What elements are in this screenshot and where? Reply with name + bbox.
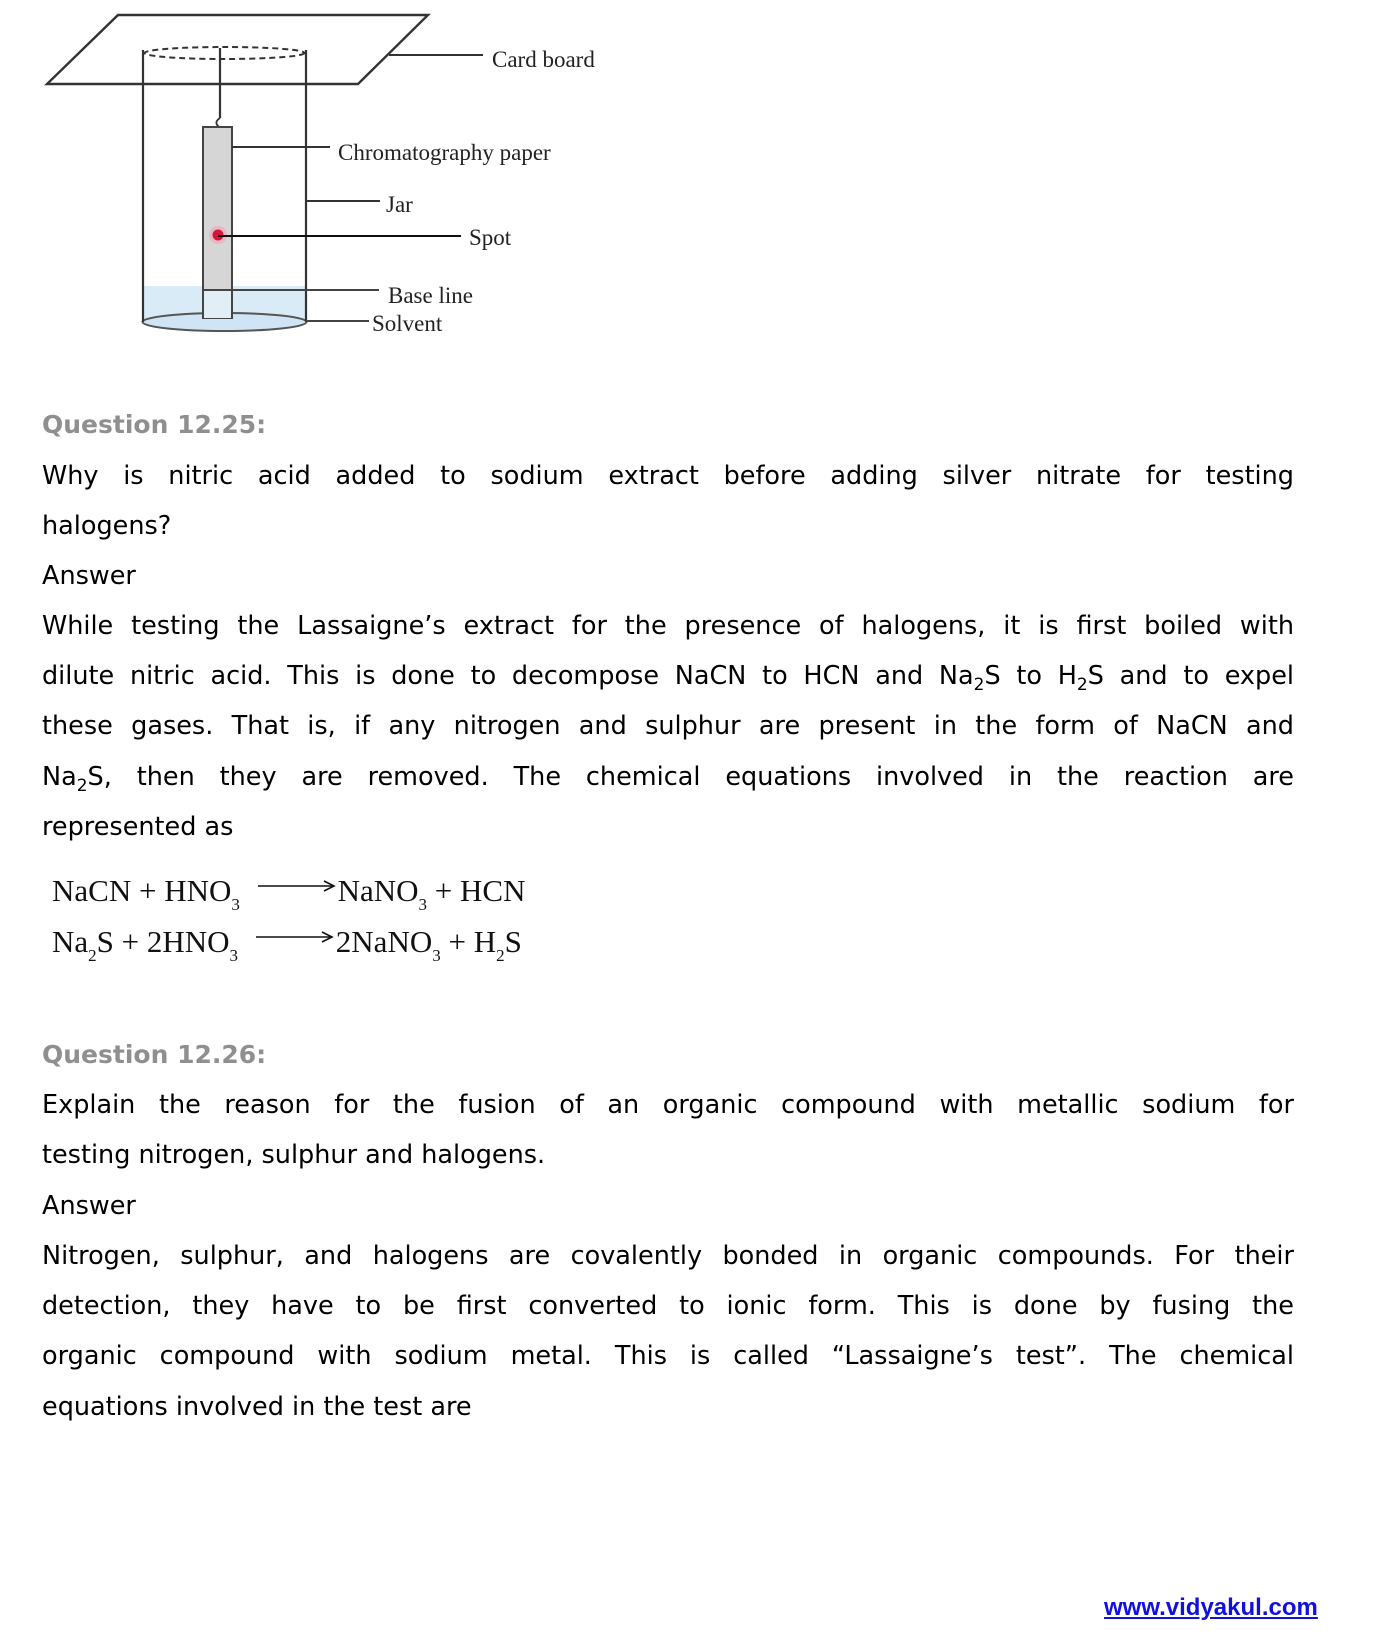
- chromatography-paper-label: Chromatography paper: [338, 140, 551, 165]
- formula-text: + HCN: [427, 873, 526, 908]
- text-segment: S and to expel: [1087, 661, 1294, 691]
- answer-label: Answer: [42, 1191, 136, 1221]
- eq-lhs: [52, 873, 240, 914]
- answer-label: Answer: [42, 561, 136, 591]
- jar-top-ellipse: [145, 47, 305, 59]
- spot-label: Spot: [469, 225, 512, 250]
- question-heading: Question 12.25:: [42, 410, 267, 439]
- reaction-arrow-icon: [256, 931, 334, 943]
- answer-text-line: Nitrogen, sulphur, and halogens are covalently bonded in organic compounds. For their: [42, 1241, 1294, 1271]
- formula-text: NaCN + HNO: [52, 873, 232, 908]
- text-segment: Na: [42, 762, 77, 792]
- text-segment: S to H: [984, 661, 1077, 691]
- jar-label: Jar: [386, 192, 413, 217]
- baseline-label: Base line: [388, 283, 473, 308]
- question-heading: Question 12.26:: [42, 1040, 267, 1069]
- answer-text-line: organic compound with sodium metal. This is called “Lassaigne’s test”. The chemical: [42, 1341, 1294, 1371]
- cardboard-label: Card board: [492, 47, 595, 72]
- formula-text: 2NaNO: [335, 924, 433, 959]
- chemical-equation: [52, 873, 526, 914]
- text-segment: dilute nitric acid. This is done to decompose NaCN to HCN and Na: [42, 661, 974, 691]
- eq-rhs: [335, 924, 522, 965]
- subscript: 3: [231, 895, 240, 914]
- formula-text: S + 2HNO: [96, 924, 230, 959]
- chemical-equation: [52, 924, 522, 965]
- subscript: 2: [1076, 675, 1088, 695]
- answer-text-line: equations involved in the test are: [42, 1392, 472, 1422]
- text-segment: S, then they are removed. The chemical equations involved in the reaction are: [87, 762, 1294, 792]
- cardboard-shape: [47, 15, 428, 84]
- formula-text: + H: [440, 924, 497, 959]
- subscript: 3: [229, 946, 239, 965]
- formula-text: S: [504, 924, 522, 959]
- formula-text: NaNO: [337, 873, 419, 908]
- subscript: 2: [496, 946, 505, 965]
- vidyakul-website-link[interactable]: www.vidyakul.com: [1104, 1594, 1318, 1621]
- answer-text-line: [42, 762, 1294, 796]
- answer-text-line: these gases. That is, if any nitrogen and sulphur are present in the form of NaCN and: [42, 711, 1294, 741]
- chromatography-diagram: [0, 0, 640, 350]
- question-text-line: testing nitrogen, sulphur and halogens.: [42, 1140, 546, 1170]
- answer-text-line: [42, 661, 1294, 695]
- question-text-line: halogens?: [42, 511, 172, 541]
- subscript: 3: [418, 895, 428, 914]
- eq-lhs: [52, 924, 239, 965]
- formula-text: Na: [52, 924, 89, 959]
- reaction-arrow-icon: [258, 880, 336, 892]
- answer-text-line: represented as: [42, 812, 234, 842]
- paper-in-solvent: [204, 290, 231, 318]
- eq-rhs: [337, 873, 526, 914]
- subscript: 3: [432, 946, 441, 965]
- answer-text-line: While testing the Lassaigne’s extract for the presence of halogens, it is first boiled with: [42, 611, 1294, 641]
- subscript: 2: [88, 946, 97, 965]
- subscript: 2: [973, 675, 985, 695]
- answer-text-line: detection, they have to be first converted to ionic form. This is done by fusing the: [42, 1291, 1294, 1321]
- question-text-line: Why is nitric acid added to sodium extract before adding silver nitrate for testing: [42, 461, 1294, 491]
- subscript: 2: [76, 776, 88, 796]
- solvent-label: Solvent: [372, 311, 443, 336]
- question-text-line: Explain the reason for the fusion of an organic compound with metallic sodium for: [42, 1090, 1294, 1120]
